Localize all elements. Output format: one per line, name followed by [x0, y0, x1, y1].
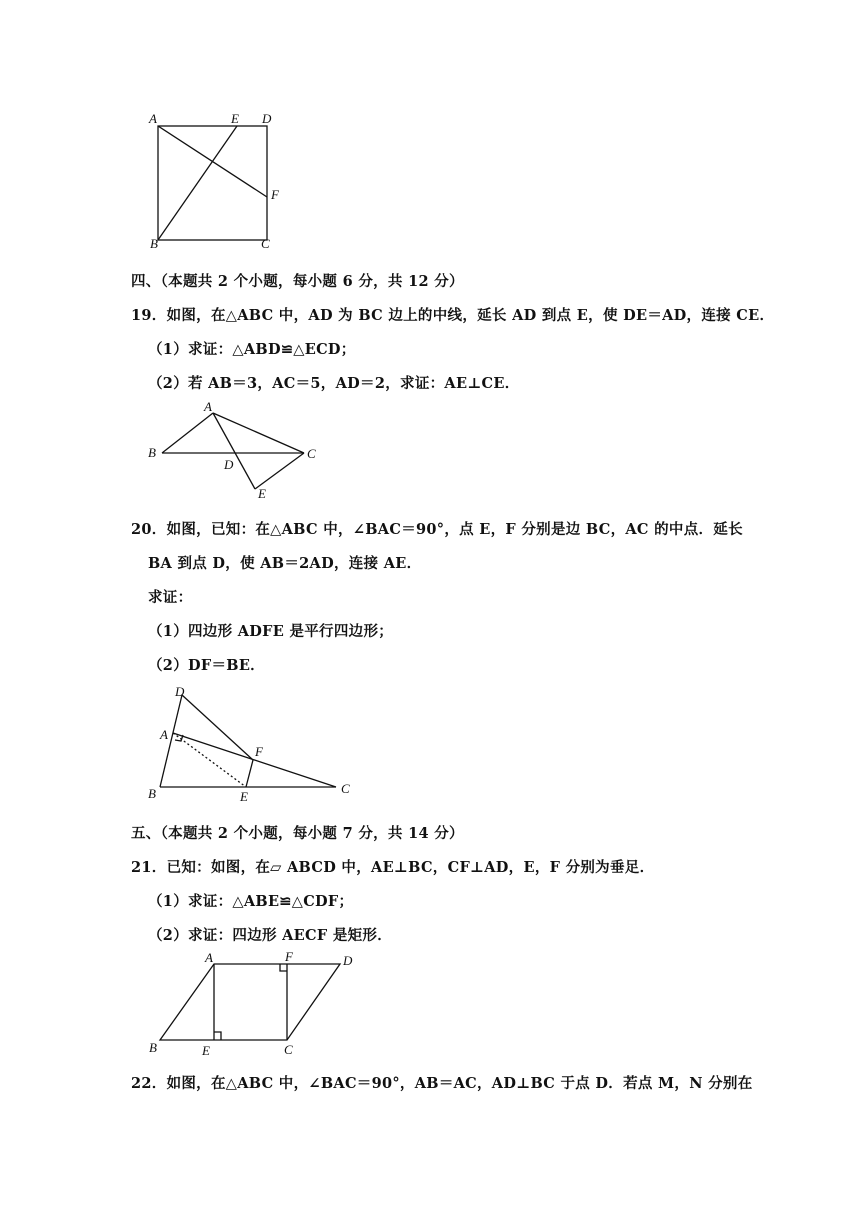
label-c: C: [341, 781, 350, 796]
q22-stem: 22．如图，在△ABC 中，∠BAC＝90°，AB＝AC，AD⊥BC 于点 D．若点 M，N 分别在: [131, 1075, 753, 1092]
label-f: F: [255, 744, 263, 759]
q19-part1: （1）求证：△ABD≌△ECD；: [148, 341, 356, 358]
q21-part2: （2）求证：四边形 AECF 是矩形．: [148, 927, 393, 944]
q20-prove-label: 求证：: [148, 589, 193, 606]
figure-q21-parallelogram: [140, 948, 370, 1060]
label-b: B: [150, 236, 158, 251]
q20-part2: （2）DF＝BE．: [148, 657, 265, 674]
label-c: C: [284, 1042, 293, 1057]
q21-part1: （1）求证：△ABE≌△CDF；: [148, 893, 354, 910]
label-e: E: [202, 1043, 210, 1058]
label-b: B: [149, 1040, 157, 1055]
q19-part2: （2）若 AB＝3，AC＝5，AD＝2，求证：AE⊥CE．: [148, 375, 520, 392]
label-a: A: [149, 111, 157, 126]
label-a: A: [205, 950, 213, 965]
label-e: E: [231, 111, 239, 126]
figure-square-abcd: [140, 105, 300, 255]
figure-q19-triangle: [140, 398, 340, 506]
label-f: F: [271, 187, 279, 202]
section-4-heading: 四、（本题共 2 个小题，每小题 6 分，共 12 分）: [131, 273, 464, 290]
label-a: A: [160, 727, 168, 742]
label-c: C: [307, 446, 316, 461]
label-e: E: [240, 789, 248, 804]
q20-part1: （1）四边形 ADFE 是平行四边形；: [148, 623, 394, 640]
label-d: D: [262, 111, 272, 126]
label-d: D: [224, 457, 234, 472]
label-d: D: [175, 684, 185, 699]
label-f: F: [285, 949, 293, 964]
q20-stem-line2: BA 到点 D，使 AB＝2AD，连接 AE．: [148, 555, 422, 572]
section-5-heading: 五、（本题共 2 个小题，每小题 7 分，共 14 分）: [131, 825, 464, 842]
q19-stem: 19．如图，在△ABC 中，AD 为 BC 边上的中线，延长 AD 到点 E，使 DE＝AD，连接 CE．: [131, 307, 775, 324]
q20-stem-line1: 20．如图，已知：在△ABC 中，∠BAC＝90°，点 E，F 分别是边 BC，AC 的中点．延长: [131, 521, 743, 538]
label-b: B: [148, 445, 156, 460]
label-a: A: [204, 399, 212, 414]
label-c: C: [261, 236, 270, 251]
q21-stem: 21．已知：如图，在▱ ABCD 中，AE⊥BC，CF⊥AD，E，F 分别为垂足．: [131, 859, 655, 876]
label-e: E: [258, 486, 266, 501]
label-d: D: [343, 953, 353, 968]
figure-q20-triangle: [140, 680, 370, 810]
label-b: B: [148, 786, 156, 801]
